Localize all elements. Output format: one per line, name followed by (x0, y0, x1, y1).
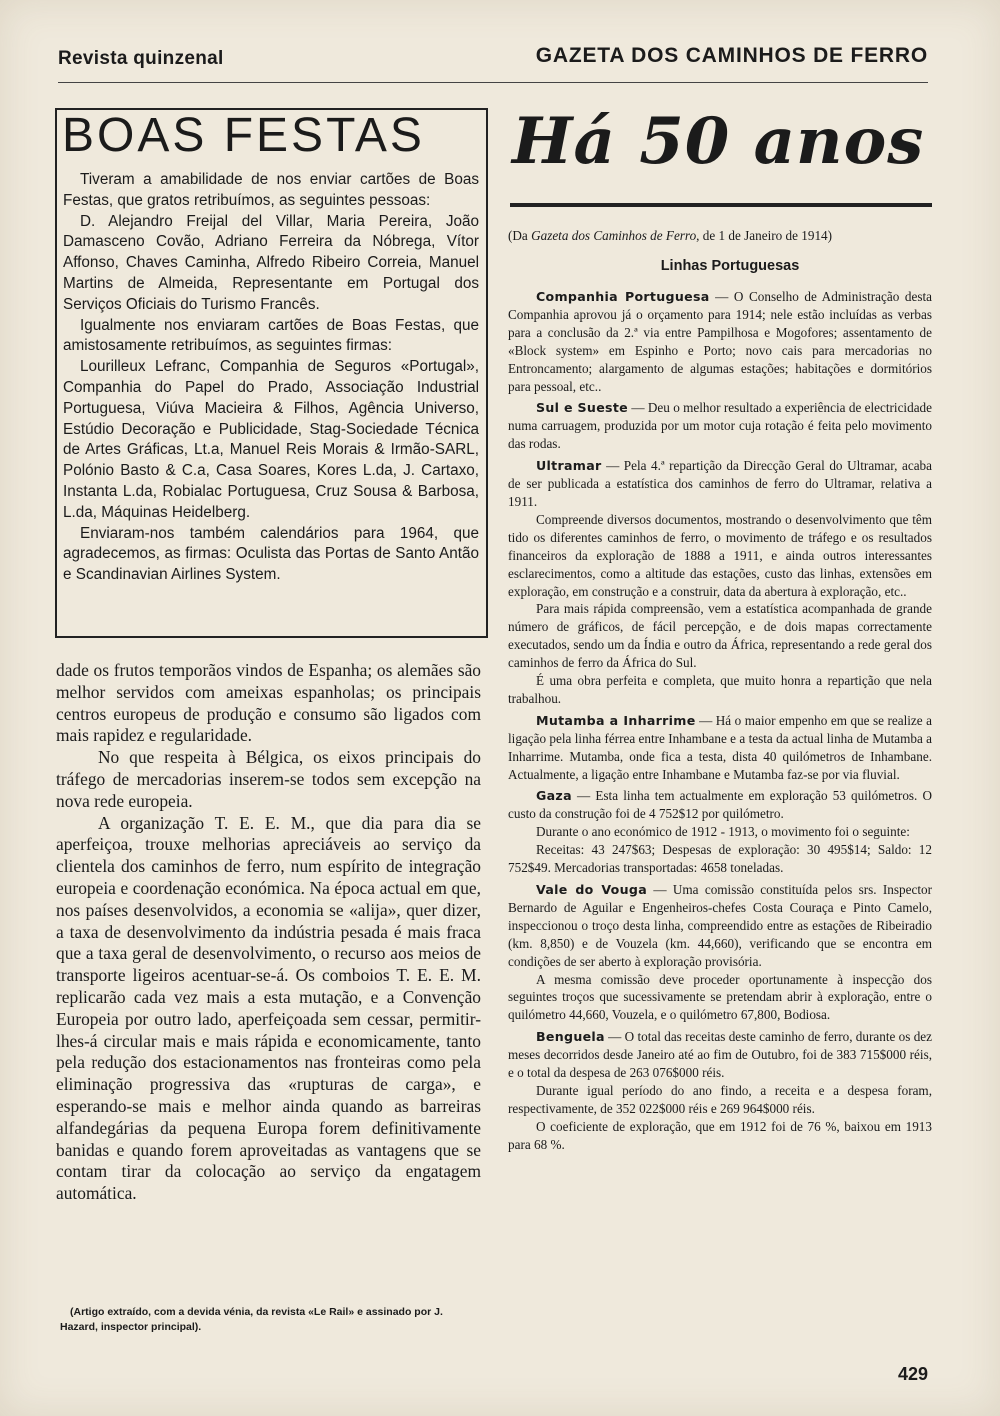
news-entry-text: Há o maior empenho em que se realize a ligação pela linha férrea entre Inhambane e a testa da actual linha de Mutamba a Inharrime. Mutamba, onde fica a testa, dista 40 quilómetros de Inhambane. Actualmente, a ligação entre Inhambane e Mutamba faz-se por via fluvial. (508, 712, 932, 782)
news-paragraph (508, 672, 932, 708)
news-entry (508, 787, 932, 823)
news-entry-text: Receitas: 43 247$63; Despesas de exploração: 30 495$14; Saldo: 12 752$49. Mercadorias transportadas: 4658 toneladas. (508, 842, 932, 876)
news-entry-label: Ultramar (536, 458, 602, 474)
ha50-title: Há 50 anos (512, 104, 925, 179)
news-paragraph (508, 841, 932, 877)
header-rule (58, 82, 928, 83)
boas-festas-paragraph: Tiveram a amabilidade de nos enviar cartões de Boas Festas, que gratos retribuímos, as seguintes pessoas: (63, 171, 479, 209)
news-paragraph (508, 971, 932, 1025)
page-number: 429 (897, 1364, 928, 1384)
news-entry-text: É uma obra perfeita e completa, que muito honra a repartição que nela trabalhou. (508, 673, 932, 706)
boas-festas-title: BOAS FESTAS (62, 109, 425, 162)
news-paragraph (508, 600, 932, 672)
news-entry-text: Esta linha tem actualmente em exploração 53 quilómetros. O custo da construção foi de 4 752$12 por quilómetro. (508, 788, 933, 822)
news-entry-text: O Conselho de Administração desta Companhia aprovou já o orçamento para 1914; nele estão incluídas as verbas para a conclusão da 2.ª via entre Pampilhosa e Mogofores; assentamento de «Block system» em Espinho e Porto; novo cais para mercadorias no Entroncamento; alargamento de algumas estações; habitações e dormitórios para pessoal, etc.. (508, 289, 932, 394)
news-entry-label: Mutamba a Inharrime (536, 712, 696, 728)
article-paragraph: No que respeita à Bélgica, os eixos principais do tráfego de mercadorias inserem-se todos sem excepção na nova rede europeia. (56, 747, 481, 811)
news-entry (508, 457, 932, 511)
source-prefix: (Da (508, 228, 532, 243)
news-entry-dash: — (604, 1029, 625, 1045)
news-entry (508, 712, 932, 784)
boas-festas-body (63, 170, 479, 586)
news-paragraph (508, 511, 932, 601)
source-title: Gazeta dos Caminhos de Ferro (531, 228, 697, 243)
boas-festas-paragraph: Enviaram-nos também calendários para 1964, que agradecemos, as firmas: Oculista das Portas de Santo Antão e Scandinavian Airlines System. (63, 524, 479, 584)
news-entry-text: O coeficiente de exploração, que em 1912 foi de 76 %, baixou em 1913 para 68 %. (508, 1118, 932, 1152)
ha50-source (508, 228, 933, 244)
article-paragraph: dade os frutos temporãos vindos de Espanha; os alemães são melhor servidos com ameixas espanholas; os principais centros europeus de produção e consumo são ligados com mais rapidez e regularidade. (56, 660, 481, 746)
boas-festas-paragraph: Lourilleux Lefranc, Companhia de Seguros «Portugal», Companhia do Papel do Prado, Associação Industrial Portuguesa, Viúva Macieira & Filhos, Agência Universo, Estúdio Decoração e Publicidade, Stag-Sociedade Técnica de Artes Gráficas, Lt.a, Manuel Reis Morais & Irmão-SARL, Polónio Basto & C.a, Casa Soares, Kores L.da, J. Cartaxo, Instanta L.da, Robialac Portuguesa, Cruz Sousa & Barbosa, L.da, Máquinas Heidelberg. (63, 358, 479, 521)
news-entry-dash: — (571, 788, 596, 804)
news-entry-text: Deu o melhor resultado a experiência de electricidade numa carruagem, produzida por um motor cuja rotação é feita pelo movimento das rodas. (508, 400, 932, 452)
news-entry-label: Benguela (536, 1029, 605, 1045)
header-left: Revista quinzenal (58, 48, 224, 69)
news-entry-text: O total das receitas deste caminho de ferro, durante os dez meses decorridos desde Janeiro até ao fim de Outubro, foi de 383 715$000 réis, e o total da despesa de 263 076$000 réis. (508, 1029, 933, 1081)
news-entry-label: Gaza (536, 788, 572, 804)
news-entry-text: Para mais rápida compreensão, vem a estatística acompanhada de grande número de gráficos, de fácil percepção, e de dois mapas correctamente executados, sendo um da Índia e outro da África, representando a rede geral dos caminhos de ferro da África do Sul. (508, 601, 932, 671)
news-entry (508, 399, 932, 453)
news-entry-text: Uma comissão constituída pelos srs. Inspector Bernardo de Aguilar e Engenheiros-chefes Costa Couraça e Pinto Camelo, inspeccionou o troço desta linha, compreendido entre as estações de Ribeiradio (km. 8,850) e de Vouzela (km. 44,660), verificando que se encontra em condições de ser aberto à exploração provisória. (508, 882, 932, 969)
news-entry-dash: — (695, 712, 716, 728)
ha50-column (508, 284, 932, 1154)
header-right: GAZETA DOS CAMINHOS DE FERRO (535, 44, 928, 67)
boas-festas-paragraph: D. Alejandro Freijal del Villar, Maria Pereira, João Damasceno Covão, Adriano Ferreira da Nóbrega, Vítor Affonso, Chaves Caminha, Alfredo Ribeiro Correia, Manuel Martins de Almeida, Representante em Portugal dos Serviços Oficiais do Turismo Francês. (63, 212, 479, 313)
news-entry-text: A mesma comissão deve proceder oportunamente à inspecção dos seguintes troços que sucessivamente se pretendam abrir à exploração, entre o quilómetro 44,660, Vouzela, e o quilómetro 67,800, Bodiosa. (508, 971, 932, 1023)
news-paragraph (508, 1082, 932, 1118)
news-entry-dash: — (647, 882, 673, 897)
news-entry-label: Sul e Sueste (536, 400, 628, 416)
news-entry-label: Vale do Vouga (536, 882, 648, 897)
news-entry-text: Pela 4.ª repartição da Direcção Geral do Ultramar, acaba de ser publicada a estatística dos caminhos de ferro do Ultramar, relativa a 1911. (508, 458, 932, 509)
news-paragraph (508, 823, 932, 841)
news-entry (508, 881, 932, 971)
article-column (56, 660, 481, 1205)
news-entry (508, 288, 932, 395)
news-entry-text: Durante igual período do ano findo, a receita e a despesa foram, respectivamente, de 352 022$000 réis e 269 964$000 réis. (508, 1082, 932, 1116)
news-paragraph (508, 1118, 932, 1154)
news-entry-text: Durante o ano económico de 1912 - 1913, o movimento foi o seguinte: (536, 824, 910, 840)
article-footnote: (Artigo extraído, com a devida vénia, da revista «Le Rail» e assinado por J. Hazard, inspector principal). (60, 1306, 443, 1333)
boas-festas-paragraph: Igualmente nos enviaram cartões de Boas Festas, que amistosamente retribuímos, as seguintes firmas: (63, 316, 479, 355)
ha50-subhead: Linhas Portuguesas (660, 258, 800, 274)
source-suffix: , de 1 de Janeiro de 1914) (696, 228, 833, 243)
news-entry (508, 1028, 932, 1082)
article-paragraph: A organização T. E. E. M., que dia para dia se aperfeiçoa, trouxe melhorias apreciáveis ao serviço da clientela dos caminhos de ferro, num espírito de integração europeia e coordenação económica. Na época actual em que, nos países desenvolvidos, a economia se «alija», quer dizer, a taxa de desenvolvimento da indústria pesada é mais fraca que a taxa geral de desenvolvimento, o recurso aos meios de transporte ligeiros acentuar-se-á. Os comboios T. E. E. M. replicarão cada vez mais a esta mutação, e a Convenção Europeia por outro lado, aperfeiçoada sem cessar, permitir-lhes-á circular mais e mais rápida e economicamente, tanto pela redução dos estacionamentos nas fronteiras como pela eliminação progressiva das «rupturas de carga», e esperando-se mais e melhor ainda quando as barreiras alfandegárias da pequena Europa forem definitivamente banidas e quando forem aproveitadas as vantagens que se contam tirar da colocação ao serviço da engatagem automática. (56, 812, 481, 1204)
news-entry-dash: — (628, 400, 648, 416)
news-entry-dash: — (601, 458, 624, 474)
news-entry-dash: — (709, 289, 734, 304)
news-entry-label: Companhia Portuguesa (536, 289, 710, 304)
ha50-rule (510, 203, 932, 207)
news-entry-text: Compreende diversos documentos, mostrando o desenvolvimento que têm tido os diferentes caminhos de ferro, o movimento de tráfego e os resultados financeiros da exploração de 1888 a 1911, e ainda outros interessantes esclarecimentos, como a altitude das estações, custo das linhas, extensões em exploração, em construção e a construir, data da abertura à exploração, etc.. (508, 511, 932, 599)
